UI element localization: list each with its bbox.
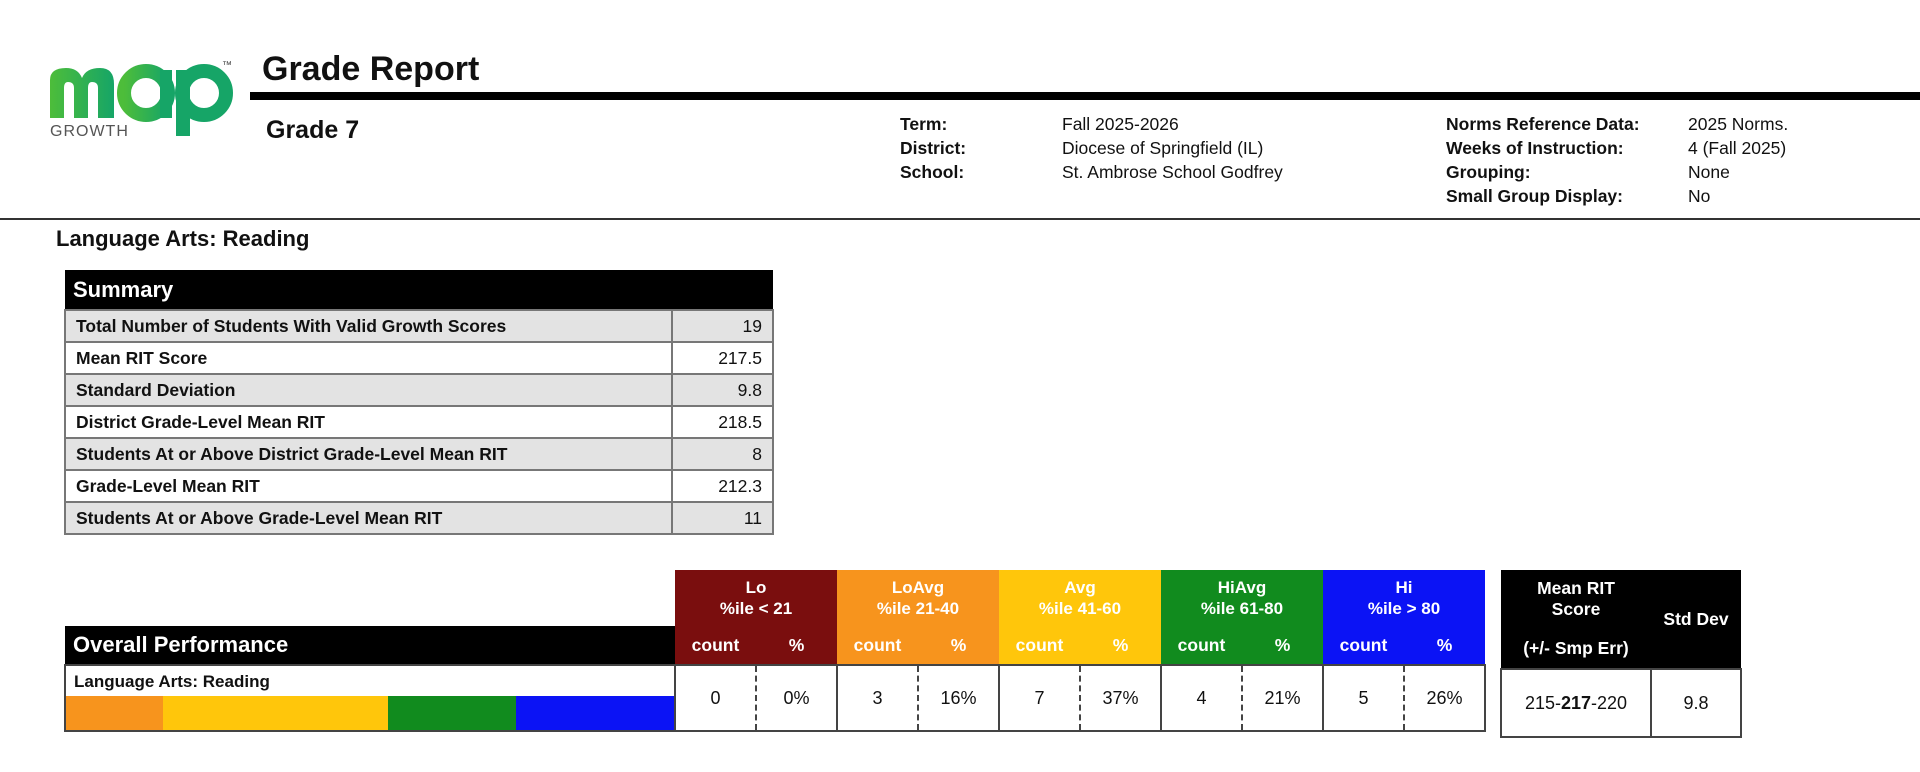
band-name: Hi [1395, 578, 1413, 597]
summary-label: Standard Deviation [65, 374, 672, 406]
table-row [65, 406, 773, 438]
summary-value: 218.5 [672, 406, 773, 438]
band-range: %ile 61-80 [1200, 599, 1284, 618]
band-name: Lo [745, 578, 767, 597]
grade-label: Grade 7 [266, 116, 360, 144]
summary-label: Mean RIT Score [65, 342, 672, 374]
meta-key: Norms Reference Data: [1446, 114, 1640, 134]
mean-rit-subheader: (+/- Smp Err) [1501, 628, 1651, 669]
meta-key: Grouping: [1446, 162, 1531, 182]
band-hiavg-header [1161, 570, 1323, 626]
table-row [1501, 669, 1741, 737]
loavg-pct: 16% [918, 665, 999, 731]
meta-norms-row [1446, 112, 1788, 136]
report-meta-left [900, 112, 1283, 184]
count-header: count [999, 626, 1080, 665]
summary-value: 9.8 [672, 374, 773, 406]
pct-header: % [756, 626, 837, 665]
meta-value: None [1688, 162, 1730, 182]
hi-count: 5 [1323, 665, 1404, 731]
mean-rit-header-line2: Score [1551, 599, 1601, 619]
meta-school-row [900, 160, 1283, 184]
count-header: count [837, 626, 918, 665]
bar-segment-hi [516, 696, 674, 730]
band-range: %ile 41-60 [1038, 599, 1122, 618]
meta-key: Term: [900, 114, 948, 134]
bar-segment-hiavg [388, 696, 516, 730]
meta-value: 4 (Fall 2025) [1688, 138, 1787, 158]
count-header: count [1161, 626, 1242, 665]
overall-performance-heading: Overall Performance [65, 626, 675, 665]
band-name: LoAvg [891, 578, 945, 597]
pct-header: % [918, 626, 999, 665]
lo-count: 0 [675, 665, 756, 731]
band-range: %ile < 21 [719, 599, 793, 618]
count-header: count [675, 626, 756, 665]
pct-header: % [1242, 626, 1323, 665]
table-row [65, 374, 773, 406]
meta-key: District: [900, 138, 967, 158]
meta-key: Weeks of Instruction: [1446, 138, 1624, 158]
overall-performance-table [64, 570, 1486, 732]
band-name: HiAvg [1217, 578, 1267, 597]
band-range: %ile 21-40 [876, 599, 960, 618]
mean-rit-table [1500, 570, 1742, 738]
band-name: Avg [1064, 578, 1096, 597]
summary-label: Students At or Above Grade-Level Mean RIT [65, 502, 672, 534]
meta-value: St. Ambrose School Godfrey [1062, 162, 1283, 182]
std-dev-value: 9.8 [1651, 669, 1741, 737]
sub-header-row [65, 626, 1485, 665]
std-dev-header: Std Dev [1651, 570, 1741, 669]
table-row [65, 438, 773, 470]
table-row [65, 502, 773, 534]
meta-key: Small Group Display: [1446, 186, 1623, 206]
percentile-distribution-bar [66, 696, 674, 730]
table-row [65, 665, 1485, 731]
summary-label: Students At or Above District Grade-Level Mean RIT [65, 438, 672, 470]
avg-count: 7 [999, 665, 1080, 731]
mean-header-row [1501, 570, 1741, 628]
summary-value: 11 [672, 502, 773, 534]
band-hi-header [1323, 570, 1485, 626]
band-avg-header [999, 570, 1161, 626]
band-lo-header [675, 570, 837, 626]
summary-value: 19 [672, 310, 773, 342]
logo-tm: ™ [222, 60, 232, 71]
report-meta-right [1446, 112, 1788, 208]
spacer [65, 570, 675, 626]
mean-rit-value [1501, 669, 1651, 737]
summary-table [64, 270, 774, 535]
header-divider [0, 218, 1920, 220]
logo-subtitle: GROWTH [50, 123, 129, 140]
band-header-row [65, 570, 1485, 626]
subject-row-label: Language Arts: Reading [74, 672, 270, 691]
hiavg-pct: 21% [1242, 665, 1323, 731]
meta-key: School: [900, 162, 965, 182]
pct-header: % [1404, 626, 1485, 665]
table-row [65, 470, 773, 502]
count-header: count [1323, 626, 1404, 665]
bar-segment-avg [163, 696, 388, 730]
band-loavg-header [837, 570, 999, 626]
table-row [65, 310, 773, 342]
band-range: %ile > 80 [1367, 599, 1441, 618]
mean-rit-header [1501, 570, 1651, 628]
table-row [65, 342, 773, 374]
meta-district-row [900, 136, 1283, 160]
summary-heading: Summary [65, 270, 773, 310]
meta-term-row [900, 112, 1283, 136]
mean-rit-header-line1: Mean RIT [1537, 578, 1615, 598]
page-title: Grade Report [262, 50, 480, 88]
summary-label: Grade-Level Mean RIT [65, 470, 672, 502]
meta-value: Fall 2025-2026 [1062, 114, 1179, 134]
summary-label: Total Number of Students With Valid Growth Scores [65, 310, 672, 342]
subject-row-label-cell [65, 665, 675, 731]
summary-value: 217.5 [672, 342, 773, 374]
summary-value: 212.3 [672, 470, 773, 502]
mean-rit-high: -220 [1591, 692, 1628, 713]
hi-pct: 26% [1404, 665, 1485, 731]
meta-weeks-row [1446, 136, 1788, 160]
lo-pct: 0% [756, 665, 837, 731]
summary-label: District Grade-Level Mean RIT [65, 406, 672, 438]
meta-value: 2025 Norms. [1688, 114, 1789, 134]
meta-grouping-row [1446, 160, 1788, 184]
meta-small-group-row [1446, 184, 1788, 208]
meta-value: Diocese of Springfield (IL) [1062, 138, 1264, 158]
mean-rit-low: 215- [1524, 692, 1561, 713]
hiavg-count: 4 [1161, 665, 1242, 731]
avg-pct: 37% [1080, 665, 1161, 731]
mean-rit-mid: 217 [1560, 692, 1592, 713]
meta-value: No [1688, 186, 1711, 206]
title-rule [250, 92, 1920, 100]
bar-segment-loavg [66, 696, 163, 730]
pct-header: % [1080, 626, 1161, 665]
subject-title: Language Arts: Reading [56, 226, 310, 251]
loavg-count: 3 [837, 665, 918, 731]
summary-value: 8 [672, 438, 773, 470]
